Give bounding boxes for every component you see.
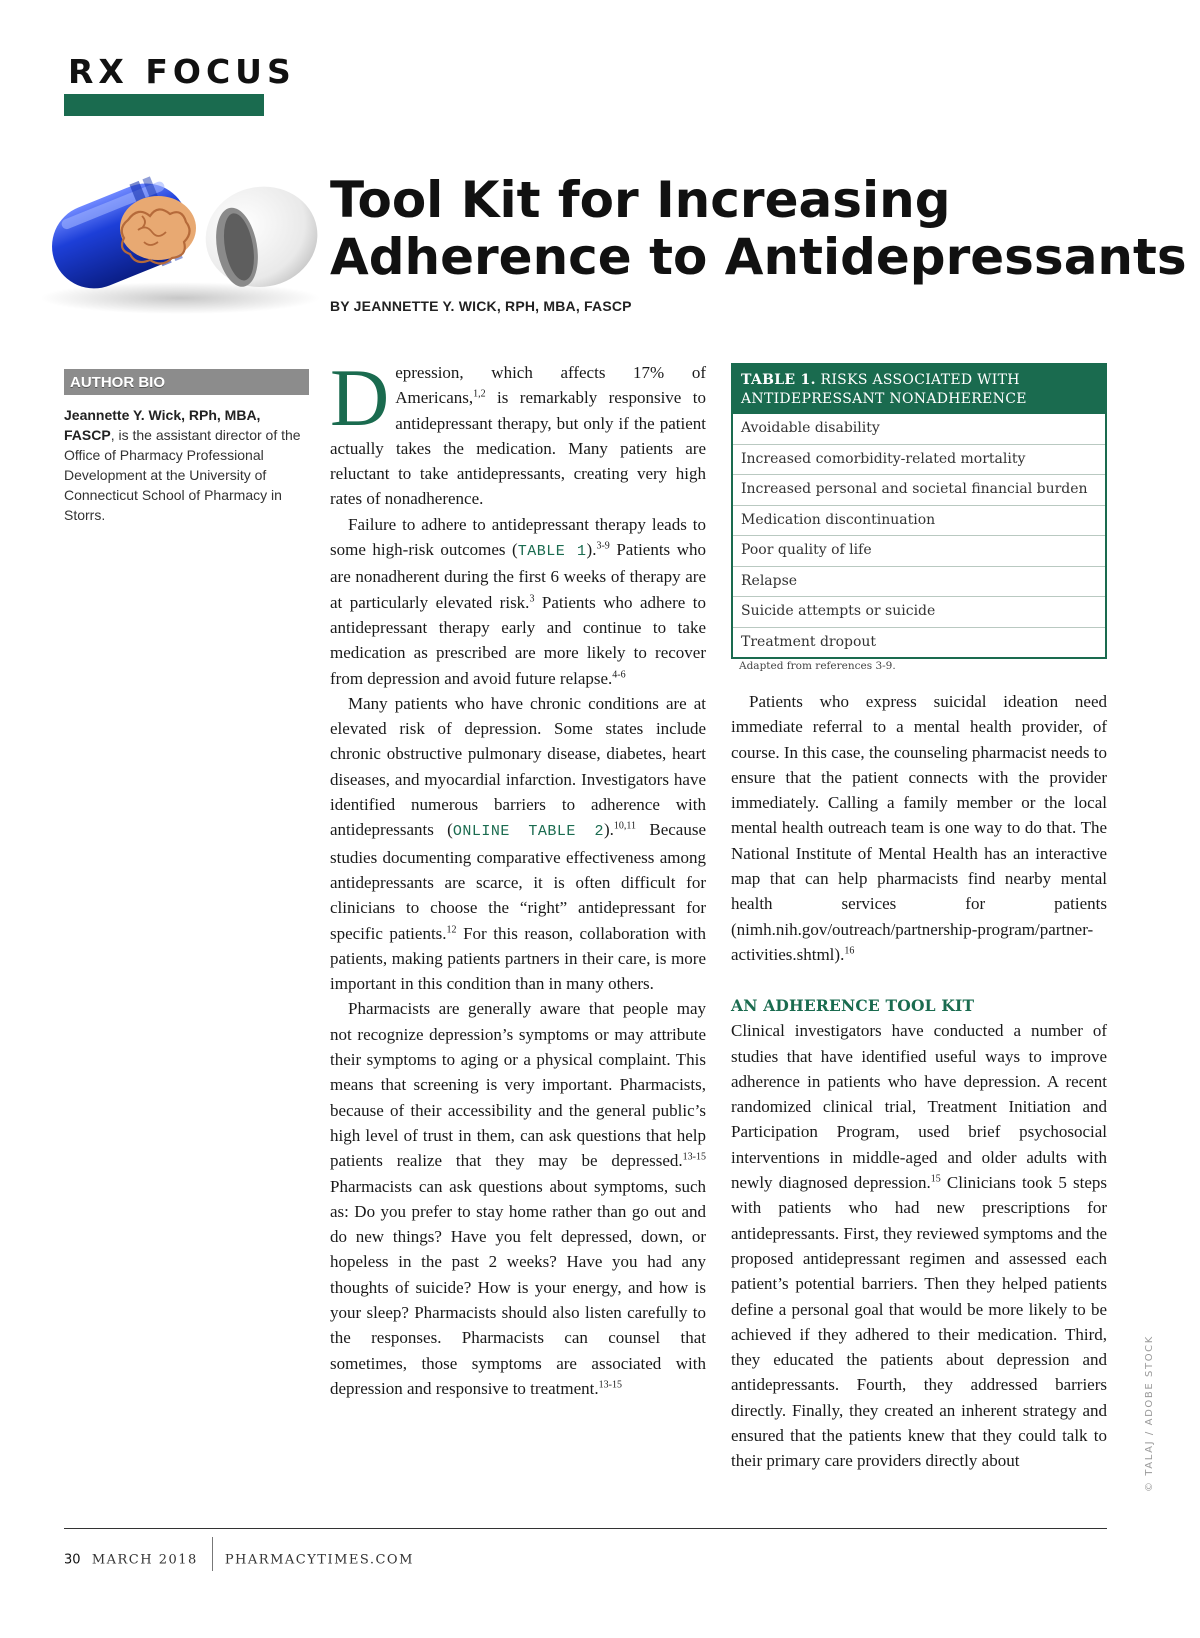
table-1-rows <box>733 414 1105 657</box>
reference-superscript: 12 <box>446 923 457 935</box>
body-paragraph <box>330 691 706 997</box>
author-bio-description: , is the assistant director of the Office of Pharmacy Professional Development at the University of Connecticut School of Pharmacy in Storrs. <box>64 427 301 523</box>
table-1-reference-link[interactable]: TABLE 1 <box>517 543 587 561</box>
reference-superscript: 1,2 <box>473 388 486 400</box>
article-body-right-column <box>731 689 1107 1474</box>
body-text: Pharmacists are generally aware that people may not recognize depression’s symptoms or may attribute their symptoms to aging or a physical complaint. This means that screening is very important. Pharmacists, because of their accessibility and the general public’s high level of trust in them, can ask questions that help patients realize that they may be depressed. <box>330 999 706 1171</box>
body-paragraph <box>330 996 706 1401</box>
byline: BY JEANNETTE Y. WICK, RPH, MBA, FASCP <box>330 298 632 314</box>
article-title-line-2: Adherence to Antidepressants <box>330 228 1187 286</box>
body-text: Patients who adhere to antidepressant therapy early and continue to take medication as prescribed are more likely to recover from depression and avoid future relapse. <box>330 592 706 688</box>
author-bio-text <box>64 405 309 525</box>
author-bio <box>64 369 309 525</box>
body-text: Patients who express suicidal ideation need immediate referral to a mental health provider, of course. In this case, the counseling pharmacist needs to ensure that the patient connects with the provider immediately. Calling a family member or the local mental health outreach team is one way to do that. The National Institute of Mental Health has an interactive map that can help pharmacists find nearby mental health services for patients (nimh.nih.gov/outreach/partnership-program/partner-activities.shtml). <box>731 692 1107 964</box>
article-title <box>330 172 1190 286</box>
article-body-left-column <box>330 352 706 1401</box>
website-link[interactable]: PHARMACYTIMES.COM <box>224 1552 414 1568</box>
section-accent-bar <box>64 94 264 116</box>
table-1-source-note: Adapted from references 3-9. <box>739 660 896 672</box>
article-title-line-1: Tool Kit for Increasing <box>330 171 951 229</box>
drop-cap: D <box>330 352 390 443</box>
body-paragraph <box>330 352 706 512</box>
page-number: 30 <box>64 1552 81 1568</box>
reference-superscript: 13-15 <box>682 1151 706 1163</box>
body-text: is remarkably responsive to antidepressant therapy, but only if the patient actually takes the medication. Many patients are reluctant to take antidepressants, creating very high rates of nonadherence. <box>330 388 706 509</box>
table-1 <box>731 363 1107 659</box>
body-paragraph <box>731 1018 1107 1473</box>
reference-superscript: 15 <box>930 1173 941 1185</box>
reference-superscript: 3 <box>529 593 535 605</box>
table-row: Increased personal and societal financial burden <box>733 474 1105 505</box>
table-row: Avoidable disability <box>741 420 880 436</box>
reference-superscript: 3-9 <box>596 540 610 552</box>
page-footer <box>64 1549 414 1571</box>
table-row: Suicide attempts or suicide <box>733 596 1105 627</box>
table-1-caption: RISKS ASSOCIATED WITH ANTIDEPRESSANT NONADHERENCE <box>741 372 1027 407</box>
section-subhead: AN ADHERENCE TOOL KIT <box>731 996 975 1016</box>
body-text: Patients who are nonadherent during the first 6 weeks of therapy are at particularly elevated risk. <box>330 540 706 612</box>
body-paragraph <box>330 512 706 691</box>
body-text: Pharmacists can ask questions about symptoms, such as: Do you prefer to stay home rather than go out and do new things? Have you felt depressed, down, or hopeless in the past 2 weeks? Have you had any thoughts of suicide? How is your energy, and how is your sleep? Pharmacists should also listen carefully to the responses. Pharmacists can counsel that sometimes, those symptoms are associated with depression and responsive to treatment. <box>330 1176 706 1398</box>
body-text: Failure to adhere to antidepressant therapy leads to some high-risk outcomes ( <box>330 514 706 560</box>
table-row: Treatment dropout <box>733 627 1105 658</box>
body-text: For this reason, collaboration with patients, making patients partners in their care, is more important in this condition than in many others. <box>330 923 706 994</box>
body-text: Many patients who have chronic conditions are at elevated risk of depression. Some states include chronic obstructive pulmonary disease, diabetes, heart diseases, and myocardial infarction. Investigators have identified numerous barriers to adherence with antidepressants ( <box>330 693 706 840</box>
table-1-title <box>733 365 1105 414</box>
issue-date: MARCH 2018 <box>91 1552 198 1568</box>
footer-separator <box>212 1537 213 1571</box>
body-text: epression, which affects 17% of Americans, <box>395 363 706 408</box>
body-text: Clinicians took 5 steps with patients who had new prescriptions for antidepressants. First, they reviewed symptoms and the proposed antidepressant regimen and assessed each patient’s potential barriers. Then they helped patients define a personal goal that would be more likely to be achieved if they adhered to their medication. Third, they educated the patients about depression and antidepressants. Fourth, they addressed barriers directly. Finally, they created an inherent strategy and ensured that the patients knew that they could talk to their primary care providers directly about <box>731 1173 1107 1471</box>
capsule-with-brain-icon <box>30 150 330 320</box>
table-row: Poor quality of life <box>733 535 1105 566</box>
author-name: Jeannette Y. Wick, RPh, MBA, FASCP <box>64 407 261 443</box>
reference-superscript: 16 <box>844 945 855 957</box>
reference-superscript: 4-6 <box>612 668 626 680</box>
body-text: ). <box>603 820 614 840</box>
table-row: Relapse <box>733 566 1105 597</box>
image-credit: © TALAJ / ADOBE STOCK <box>1144 1335 1155 1492</box>
body-text: Clinical investigators have conducted a number of studies that have identified useful ways to improve adherence in patients who have depression. A recent randomized clinical trial, Treatment Initiation and Participation Program, used brief psychosocial interventions in middle-aged and older adults with newly diagnosed depression. <box>731 1021 1107 1193</box>
author-bio-header: AUTHOR BIO <box>64 369 309 395</box>
section-label: RX FOCUS <box>68 52 296 91</box>
body-text: ). <box>586 540 597 560</box>
body-paragraph <box>731 689 1107 967</box>
table-row: Medication discontinuation <box>733 505 1105 536</box>
reference-superscript: 10,11 <box>613 820 637 832</box>
footer-divider <box>64 1528 1107 1529</box>
table-row: Increased comorbidity-related mortality <box>733 444 1105 475</box>
body-text: Because studies documenting comparative effectiveness among antidepressants are scarce, it is often difficult for clinicians to choose the “right” antidepressant for specific patients. <box>330 820 706 943</box>
reference-superscript: 13-15 <box>598 1379 622 1391</box>
online-table-2-reference-link[interactable]: ONLINE TABLE 2 <box>452 823 604 841</box>
table-1-label: TABLE 1. <box>741 372 816 388</box>
